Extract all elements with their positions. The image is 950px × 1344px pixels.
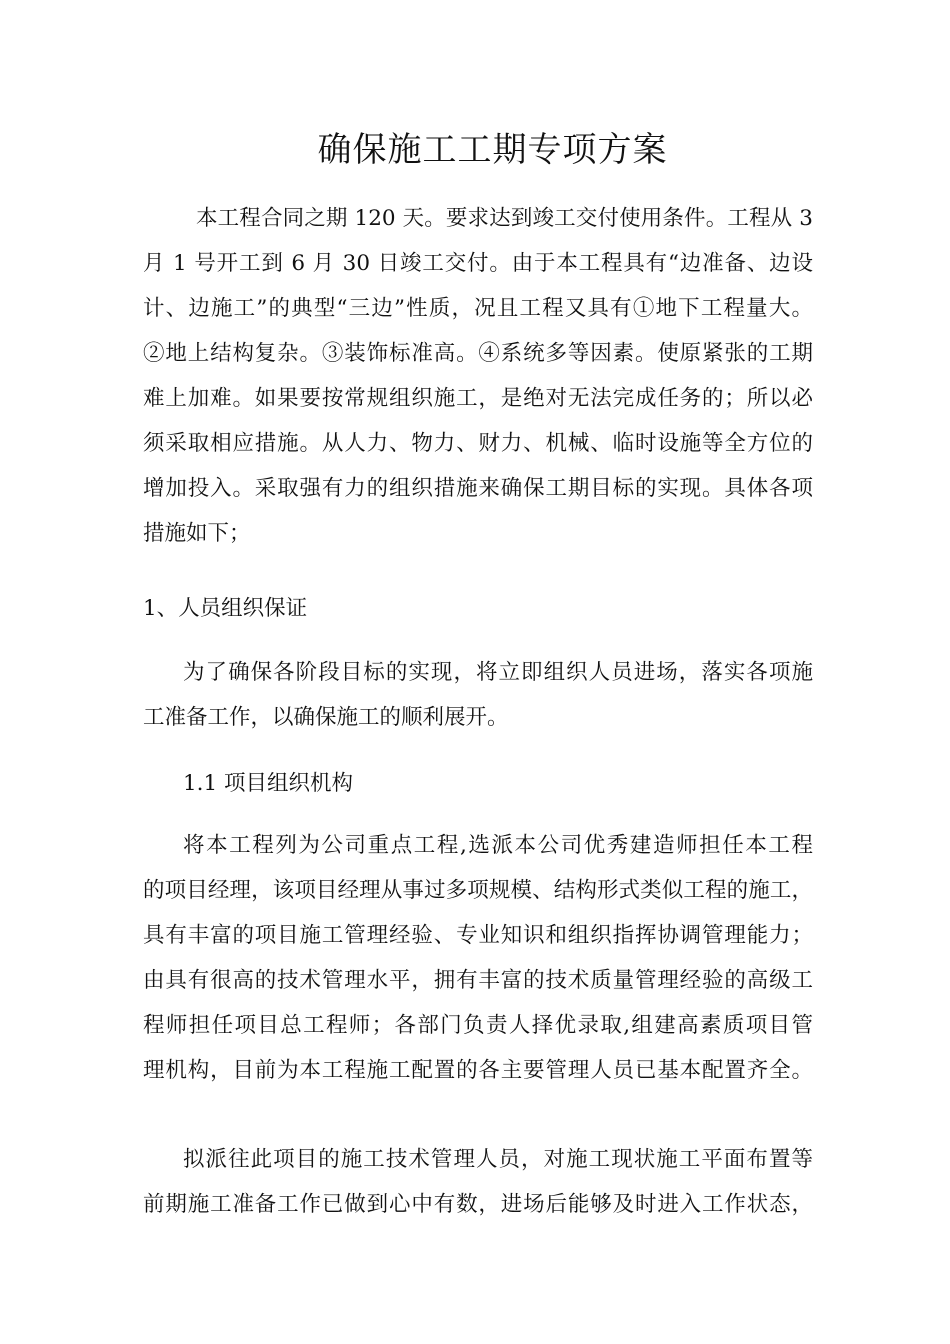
paragraph-line: 的项目经理，该项目经理从事过多项规模、结构形式类似工程的施工， (143, 878, 813, 903)
paragraph-line: 本工程合同之期 120 天。要求达到竣工交付使用条件。工程从 3 (196, 206, 813, 231)
paragraph-line: 将本工程列为公司重点工程,选派本公司优秀建造师担任本工程 (183, 833, 813, 858)
paragraph-line: 具有丰富的项目施工管理经验、专业知识和组织指挥协调管理能力； (143, 923, 813, 948)
paragraph-line: ②地上结构复杂。③装饰标准高。④系统多等因素。使原紧张的工期 (143, 341, 813, 366)
paragraph-line: 拟派往此项目的施工技术管理人员，对施工现状施工平面布置等 (183, 1147, 813, 1172)
document-title: 确保施工工期专项方案 (317, 130, 668, 170)
paragraph-line: 措施如下； (143, 521, 251, 546)
subsection-heading: 1.1 项目组织机构 (183, 771, 354, 796)
paragraph-line: 计、边施工”的典型“三边”性质，况且工程又具有①地下工程量大。 (143, 296, 813, 321)
paragraph-line: 理机构，目前为本工程施工配置的各主要管理人员已基本配置齐全。 (143, 1058, 813, 1083)
section1-paragraph (143, 650, 813, 740)
paragraph-line: 前期施工准备工作已做到心中有数，进场后能够及时进入工作状态， (143, 1192, 813, 1217)
paragraph-line: 增加投入。采取强有力的组织措施来确保工期目标的实现。具体各项 (143, 476, 813, 501)
final-paragraph (143, 1137, 813, 1227)
paragraph-line: 月 1 号开工到 6 月 30 日竣工交付。由于本工程具有“边准备、边设 (143, 251, 813, 276)
subsection-paragraph (143, 823, 813, 1093)
paragraph-line: 程师担任项目总工程师；各部门负责人择优录取,组建高素质项目管 (143, 1013, 813, 1038)
paragraph-line: 由具有很高的技术管理水平，拥有丰富的技术质量管理经验的高级工 (143, 968, 813, 993)
paragraph-line: 须采取相应措施。从人力、物力、财力、机械、临时设施等全方位的 (143, 431, 813, 456)
paragraph-line: 工准备工作，以确保施工的顺利展开。 (143, 705, 509, 730)
intro-paragraph (143, 196, 813, 556)
section-heading: 1、人员组织保证 (143, 596, 308, 621)
paragraph-line: 为了确保各阶段目标的实现，将立即组织人员进场，落实各项施 (183, 660, 813, 685)
paragraph-line: 难上加难。如果要按常规组织施工，是绝对无法完成任务的；所以必 (143, 386, 813, 411)
